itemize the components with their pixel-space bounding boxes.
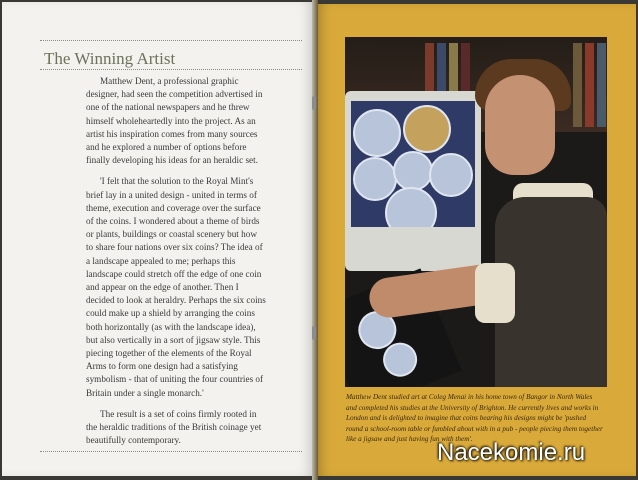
title-dotted-rule — [40, 69, 302, 70]
top-dotted-rule — [40, 40, 302, 41]
computer-monitor — [345, 91, 481, 271]
bottom-dotted-rule — [40, 451, 302, 452]
paragraph-result: The result is a set of coins firmly rooted in the heraldic traditions of the British coinage yet beautifully contemporary. — [86, 408, 262, 446]
staple — [312, 326, 316, 340]
staple — [312, 96, 316, 110]
photo-caption: Matthew Dent studied art at Coleg Menai in his home town of Bangor in North Wales and completed his studies at the University of Brighton. He currently lives and works in London and is delighted to imagine that coins bearing his designs might be 'pushed round a school-room table or fumbled about with in a pub - people piecing them together like a jigsaw and just having fun with them'. — [346, 393, 603, 443]
site-watermark: Nacekomie.ru — [437, 439, 586, 466]
article-body — [86, 75, 266, 455]
shirt-sleeve — [475, 263, 515, 323]
artist-photo — [345, 37, 607, 387]
coin-design-screen — [351, 101, 475, 227]
person-face — [485, 75, 555, 175]
paragraph-quote: 'I felt that the solution to the Royal Mint's brief lay in a united design - united in terms of theme, execution and coverage over the surface of the coins. I wondered about a theme of birds or plants, buildings or coastal scenery but how to share four nations over six coins? The idea of a landscape appealed to me; perhaps this landscape could stretch off the edge of one coin and appear on the edge of another. Then I decided to look at heraldry. Perhaps the six coins could make up a shield by arranging the coins both horizontally (as with the landscape idea), but also vertically in a sort of jigsaw style. This piecing together of the elements of the Royal Arms to form one design had a satisfying symbolism - that of uniting the four countries of Britain under a single monarch.' — [86, 176, 266, 398]
page-gutter — [312, 0, 318, 480]
page-title: The Winning Artist — [44, 49, 176, 68]
paragraph-intro: Matthew Dent, a professional graphic designer, had seen the competition advertised in one of the national newspapers and he threw himself wholeheartedly into the project. As an artist his inspiration comes from many sources and he explored a number of options before finally developing his ideas for an heraldic set. — [86, 76, 263, 166]
